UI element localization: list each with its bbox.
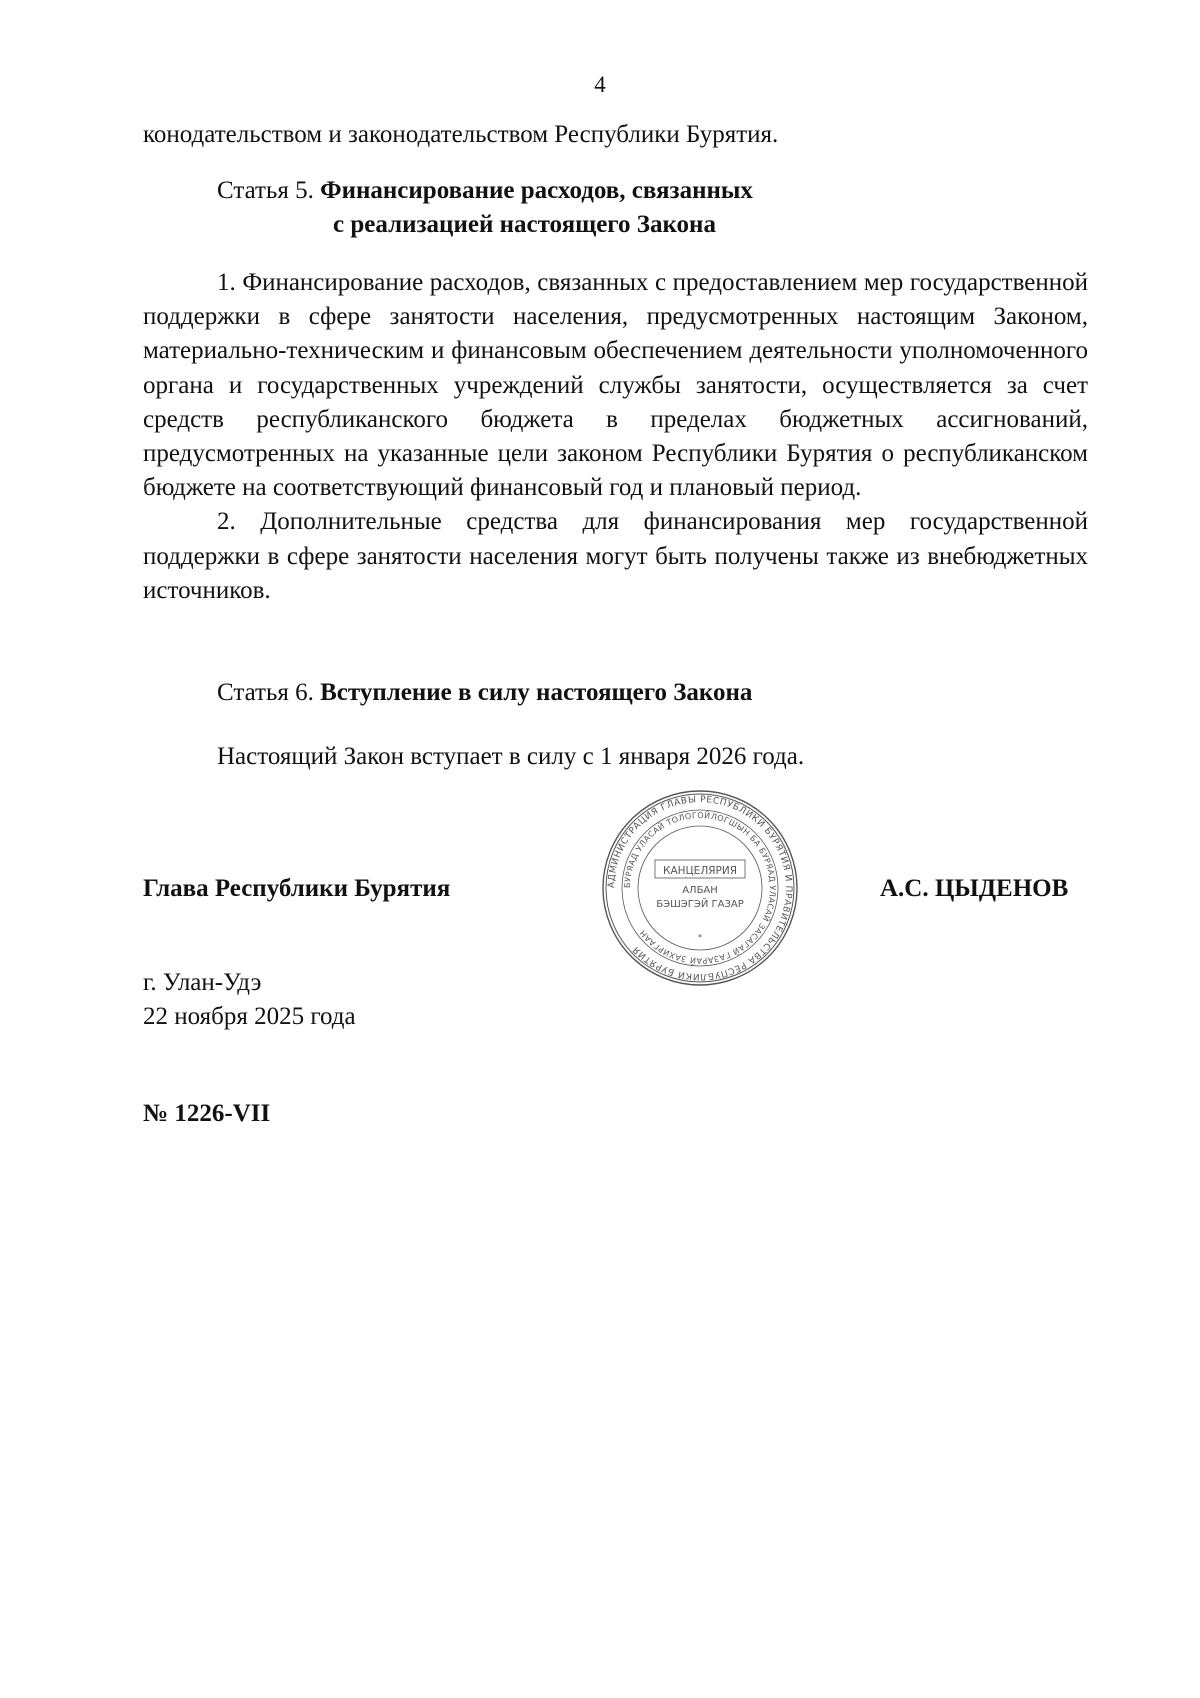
- law-number: № 1226-VII: [143, 1100, 271, 1127]
- seal-center-line-1: КАНЦЕЛЯРИЯ: [663, 865, 737, 877]
- article-5-body: [143, 266, 1088, 608]
- article-6-prefix: Статья 6.: [217, 679, 314, 706]
- official-seal-stamp: [600, 788, 800, 988]
- date-of-signing: 22 ноября 2025 года: [143, 1003, 356, 1030]
- signatory-name: А.С. ЦЫДЕНОВ: [880, 875, 1069, 902]
- seal-star-icon: *: [698, 933, 702, 942]
- article-5-heading-line2: с реализацией настоящего Закона: [333, 211, 716, 238]
- article-5-paragraph-2: 2. Дополнительные средства для финансирования мер государственной поддержки в сфере занятости населения могут быть получены также из внебюджетных источников.: [143, 508, 1088, 604]
- continuation-line: конодательством и законодательством Республики Бурятия.: [143, 121, 779, 148]
- article-5-paragraph-1: 1. Финансирование расходов, связанных с предоставлением мер государственной поддержки в сфере занятости населения, предусмотренных настоящим Законом, материально-техническим и финансовым обеспечением деятельности уполномоченного органа и государственных учреждений службы занятости, осуществляется за счет средств республиканского бюджета в пределах бюджетных ассигнований, предусмотренных на указанные цели законом Республики Бурятия о республиканском бюджете на соответствующий финансовый год и плановый период.: [143, 269, 1088, 502]
- seal-inner-text: БУРЯАД УЛАСАЙ ТОЛОГОЙЛОГШЫН БА БУРЯАД УЛАСАЙ ЗАСАГАЙ ГАЗАРАЙ ЗАХИРГААН: [622, 810, 778, 966]
- place-of-signing: г. Улан-Удэ: [143, 969, 262, 996]
- article-5-title-part1: Финансирование расходов, связанных: [320, 177, 753, 204]
- article-6-title: Вступление в силу настоящего Закона: [320, 679, 753, 706]
- article-5-prefix: Статья 5.: [217, 177, 314, 204]
- seal-center-line-3: БЭШЭГЭЙ ГАЗАР: [656, 899, 744, 910]
- seal-center-line-2: АЛБАН: [682, 885, 718, 896]
- seal-outer-text: АДМИНИСТРАЦИЯ ГЛАВЫ РЕСПУБЛИКИ БУРЯТИЯ И ПРАВИТЕЛЬСТВА РЕСПУБЛИКИ БУРЯТИЯ: [606, 794, 794, 982]
- article-5-heading-line1: [217, 174, 753, 208]
- page-number: 4: [594, 72, 606, 97]
- signatory-position: Глава Республики Бурятия: [143, 875, 451, 902]
- article-6-text: Настоящий Закон вступает в силу с 1 января 2026 года.: [217, 743, 805, 770]
- article-6-heading: [217, 676, 752, 710]
